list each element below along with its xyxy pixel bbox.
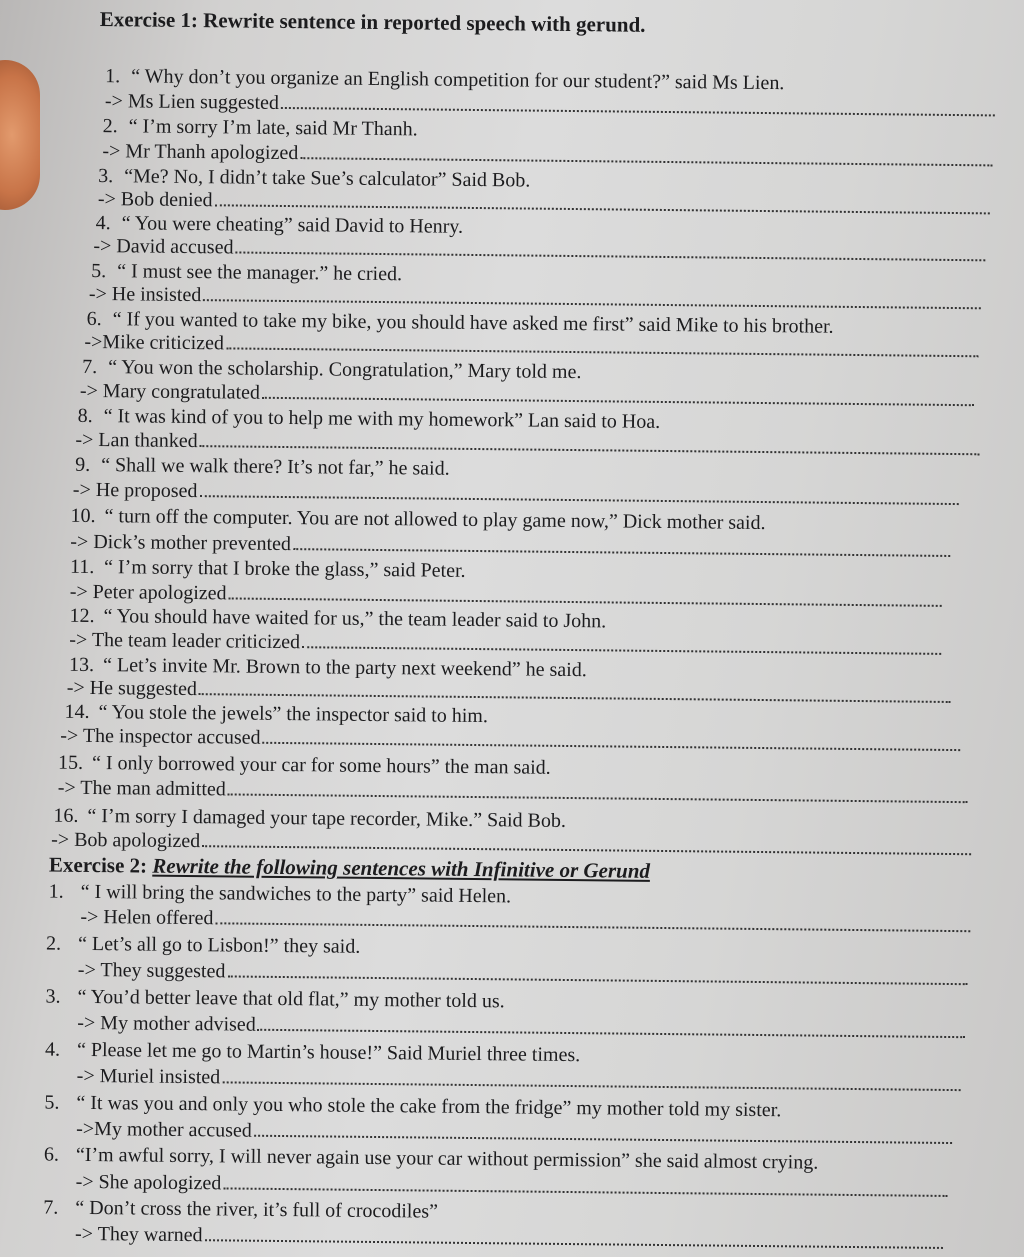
ex2-question-1: [49, 881, 512, 909]
question-text: “ It was you and only you who stole the cake from the fridge” my mother told my sister.: [76, 1091, 782, 1122]
answer-blank: [229, 583, 942, 606]
answer-prompt: -> He insisted: [88, 282, 202, 307]
question-text: “ Don’t cross the river, it’s full of crocodiles”: [75, 1196, 439, 1223]
answer-blank: [302, 632, 941, 655]
question-text: “ You’d better leave that old flat,” my mother told us.: [77, 985, 505, 1013]
item-number: 10.: [70, 504, 96, 528]
answer-blank: [199, 481, 959, 505]
answer-prompt: -> Mr Thanh apologized: [102, 140, 299, 165]
item-number: 5.: [91, 259, 107, 283]
item-number: 2.: [46, 932, 62, 955]
answer-prompt: -> The man admitted: [57, 776, 226, 801]
ex1-answer-15: [58, 777, 968, 810]
item-number: 6.: [43, 1143, 60, 1166]
question-text: “ Shall we walk there? It’s not far,” he said.: [101, 454, 450, 480]
question-text: “ turn off the computer. You are not allowed to play game now,” Dick mother said.: [104, 505, 766, 535]
item-number: 2.: [102, 115, 118, 138]
answer-prompt: -> Lan thanked: [75, 428, 198, 453]
ex1-question-15: [58, 752, 551, 780]
exercise-2-instruction: Rewrite the following sentences with Infinitive or Gerund: [152, 853, 651, 883]
item-number: 4.: [44, 1038, 61, 1061]
question-text: “ Please let me go to Martin’s house!” Said Muriel three times.: [76, 1038, 581, 1067]
answer-prompt: -> The inspector accused: [60, 724, 261, 749]
question-text: “ I only borrowed your car for some hours” the man said.: [91, 752, 551, 779]
ex2-question-6: [44, 1144, 819, 1175]
answer-prompt: -> Muriel insisted: [76, 1064, 221, 1089]
answer-prompt: -> Helen offered: [80, 905, 214, 930]
ex2-question-4: [45, 1039, 580, 1068]
item-number: 13.: [68, 653, 95, 677]
item-number: 8.: [77, 404, 93, 427]
question-text: “ Let’s invite Mr. Brown to the party next weekend” he said.: [102, 654, 587, 682]
item-number: 16.: [53, 804, 79, 827]
ex2-question-2: [46, 933, 360, 959]
answer-blank: [227, 961, 968, 985]
answer-blank: [215, 908, 970, 932]
answer-blank: [254, 1121, 952, 1144]
item-number: 4.: [95, 212, 111, 235]
item-number: 1.: [105, 65, 121, 88]
ex2-answer-7: [75, 1223, 943, 1255]
question-text: “ You won the scholarship. Congratulation,” Mary told me.: [108, 356, 582, 384]
answer-prompt: -> He proposed: [72, 478, 198, 503]
answer-prompt: ->My mother accused: [76, 1117, 252, 1142]
question-text: “ You stole the jewels” the inspector said to him.: [98, 701, 489, 728]
item-number: 7.: [82, 355, 98, 379]
answer-prompt: -> They suggested: [77, 958, 226, 983]
ex2-question-7: [43, 1197, 438, 1224]
answer-blank: [202, 831, 971, 855]
item-number: 11.: [69, 555, 95, 579]
answer-prompt: -> The team leader criticized: [69, 628, 301, 654]
answer-blank: [214, 190, 990, 214]
answer-prompt: -> Dick’s mother prevented: [70, 530, 292, 556]
item-number: 1.: [48, 880, 64, 903]
item-number: 5.: [44, 1091, 60, 1114]
answer-blank: [223, 1173, 947, 1197]
answer-prompt: ->Mike criticized: [84, 330, 225, 355]
question-text: “ You were cheating” said David to Henry.: [121, 212, 464, 238]
answer-blank: [263, 728, 961, 751]
exercise-2-title: [49, 853, 650, 884]
item-number: 15.: [57, 751, 84, 774]
answer-blank: [205, 1225, 944, 1249]
item-number: 6.: [86, 307, 102, 331]
answer-blank: [228, 779, 968, 803]
answer-blank: [293, 534, 950, 557]
question-text: “ Why don’t you organize an English competition for our student?” said Ms Lien.: [131, 65, 785, 95]
answer-blank: [222, 1067, 961, 1091]
question-text: “I’m awful sorry, I will never again use your car without permission” she said almost crying.: [75, 1143, 819, 1174]
question-text: “ Let’s all go to Lisbon!” they said.: [78, 932, 361, 958]
item-number: 9.: [75, 453, 91, 476]
answer-blank: [226, 333, 979, 357]
answer-blank: [262, 383, 974, 406]
answer-prompt: -> Ms Lien suggested: [104, 90, 280, 114]
question-text: “ I’m sorry that I broke the glass,” said Peter.: [103, 556, 466, 582]
question-text: “ You should have waited for us,” the team leader said to John.: [103, 605, 607, 633]
ex1-question-9: [75, 454, 450, 481]
question-text: “ I’m sorry I’m late, said Mr Thanh.: [128, 115, 418, 141]
answer-prompt: -> They warned: [74, 1222, 203, 1247]
answer-blank: [199, 679, 951, 703]
answer-blank: [281, 93, 995, 116]
ex1-question-5: [91, 260, 402, 286]
answer-blank: [300, 143, 992, 166]
question-text: “ If you wanted to take my bike, you should have asked me first” said Mike to his brother.: [112, 308, 834, 338]
answer-prompt: -> Bob apologized: [51, 828, 201, 853]
ex2-question-5: [44, 1092, 781, 1123]
exercise-2-label: Exercise 2:: [48, 852, 148, 878]
answer-prompt: -> My mother advised: [77, 1011, 256, 1036]
answer-prompt: -> He suggested: [66, 676, 198, 701]
ex2-question-3: [45, 986, 504, 1014]
item-number: 14.: [64, 700, 90, 723]
answer-prompt: -> David accused: [93, 234, 234, 259]
item-number: 7.: [43, 1196, 59, 1219]
answer-blank: [203, 285, 981, 309]
question-text: “Me? No, I didn’t take Sue’s calculator” Said Bob.: [124, 165, 531, 192]
answer-prompt: -> Bob denied: [97, 188, 213, 212]
ex1-question-14: [64, 701, 488, 728]
answer-blank: [235, 237, 985, 261]
answer-prompt: -> Mary congratulated: [79, 379, 261, 404]
exercise-1-title: Exercise 1: Rewrite sentence in reported speech with gerund.: [99, 7, 646, 37]
question-text: “ I’m sorry I damaged your tape recorder, Mike.” Said Bob.: [87, 804, 567, 832]
item-number: 3.: [45, 985, 61, 1008]
answer-blank: [258, 1015, 966, 1038]
question-text: “ I will bring the sandwiches to the party” said Helen.: [80, 880, 512, 908]
ex1-question-11: [70, 556, 466, 583]
ex1-question-10: [70, 505, 765, 535]
question-text: “ I must see the manager.” he cried.: [117, 260, 403, 286]
ex1-question-2: [103, 115, 418, 141]
answer-prompt: -> Peter apologized: [69, 580, 227, 605]
question-text: “ It was kind of you to help me with my homework” Lan said to Hoa.: [103, 405, 661, 433]
item-number: 12.: [69, 604, 95, 628]
answer-prompt: -> She apologized: [75, 1170, 222, 1195]
answer-blank: [200, 431, 980, 455]
item-number: 3.: [98, 165, 114, 188]
